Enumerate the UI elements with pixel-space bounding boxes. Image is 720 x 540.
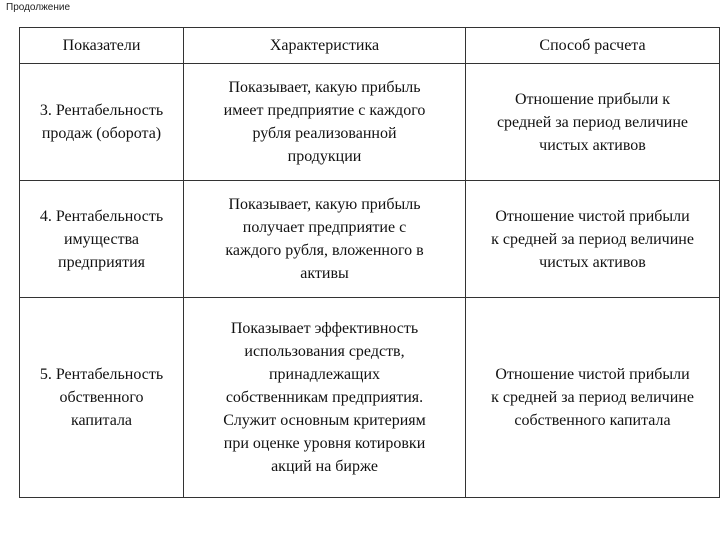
cell-line: чистых активов <box>539 136 646 154</box>
cell-line: средней за период величине <box>496 113 689 131</box>
cell-line: 5. Рентабельность <box>39 366 164 383</box>
cell-line: принадлежащих <box>268 366 381 383</box>
cell-line: к средней за период величине <box>491 389 694 406</box>
profitability-table <box>19 27 720 498</box>
cell-line: обственного <box>59 389 144 406</box>
cell-line: имеет предприятие с каждого <box>223 102 426 119</box>
header-calculation-method: Способ расчета <box>466 28 720 64</box>
cell-line: Отношение чистой прибыли <box>495 366 690 383</box>
cell-line: Отношение чистой прибыли <box>495 207 690 225</box>
cell-line: собственникам предприятия. <box>225 389 424 406</box>
header-characteristic: Характеристика <box>184 28 466 64</box>
cell-line: рубля реализованной <box>252 125 397 142</box>
method-cell <box>466 181 720 298</box>
table-row <box>20 298 720 498</box>
table-caption: Продолжение <box>6 2 71 13</box>
cell-line: продаж (оборота) <box>41 125 162 142</box>
cell-line: каждого рубля, вложенного в <box>225 242 424 259</box>
cell-line: 4. Рентабельность <box>39 207 164 225</box>
cell-line: капитала <box>70 412 133 429</box>
method-cell <box>466 298 720 498</box>
cell-line: чистых активов <box>539 253 646 271</box>
characteristic-cell <box>184 64 466 181</box>
cell-line: к средней за период величине <box>491 230 694 248</box>
indicator-cell <box>20 181 184 298</box>
cell-line: Показывает, какую прибыль <box>228 196 421 213</box>
cell-line: Отношение прибыли к <box>514 90 671 108</box>
cell-line: предприятия <box>58 253 145 271</box>
cell-line: продукции <box>287 148 362 165</box>
cell-line: Показывает, какую прибыль <box>228 79 421 96</box>
characteristic-cell <box>184 181 466 298</box>
header-row <box>20 28 720 64</box>
cell-line: собственного капитала <box>514 412 671 429</box>
indicator-cell <box>20 298 184 498</box>
cell-line: при оценке уровня котировки <box>223 435 426 452</box>
cell-line: имущества <box>63 230 140 248</box>
cell-line: получает предприятие с <box>242 219 407 236</box>
indicator-cell <box>20 64 184 181</box>
cell-line: использования средств, <box>244 343 405 360</box>
characteristic-cell <box>184 298 466 498</box>
cell-line: активы <box>300 265 349 282</box>
table-row <box>20 64 720 181</box>
method-cell <box>466 64 720 181</box>
header-indicators: Показатели <box>20 28 184 64</box>
cell-line: Показывает эффективность <box>230 320 419 337</box>
table-row <box>20 181 720 298</box>
cell-line: Служит основным критериям <box>223 412 426 429</box>
cell-line: 3. Рентабельность <box>39 102 164 119</box>
cell-line: акций на бирже <box>271 458 378 475</box>
